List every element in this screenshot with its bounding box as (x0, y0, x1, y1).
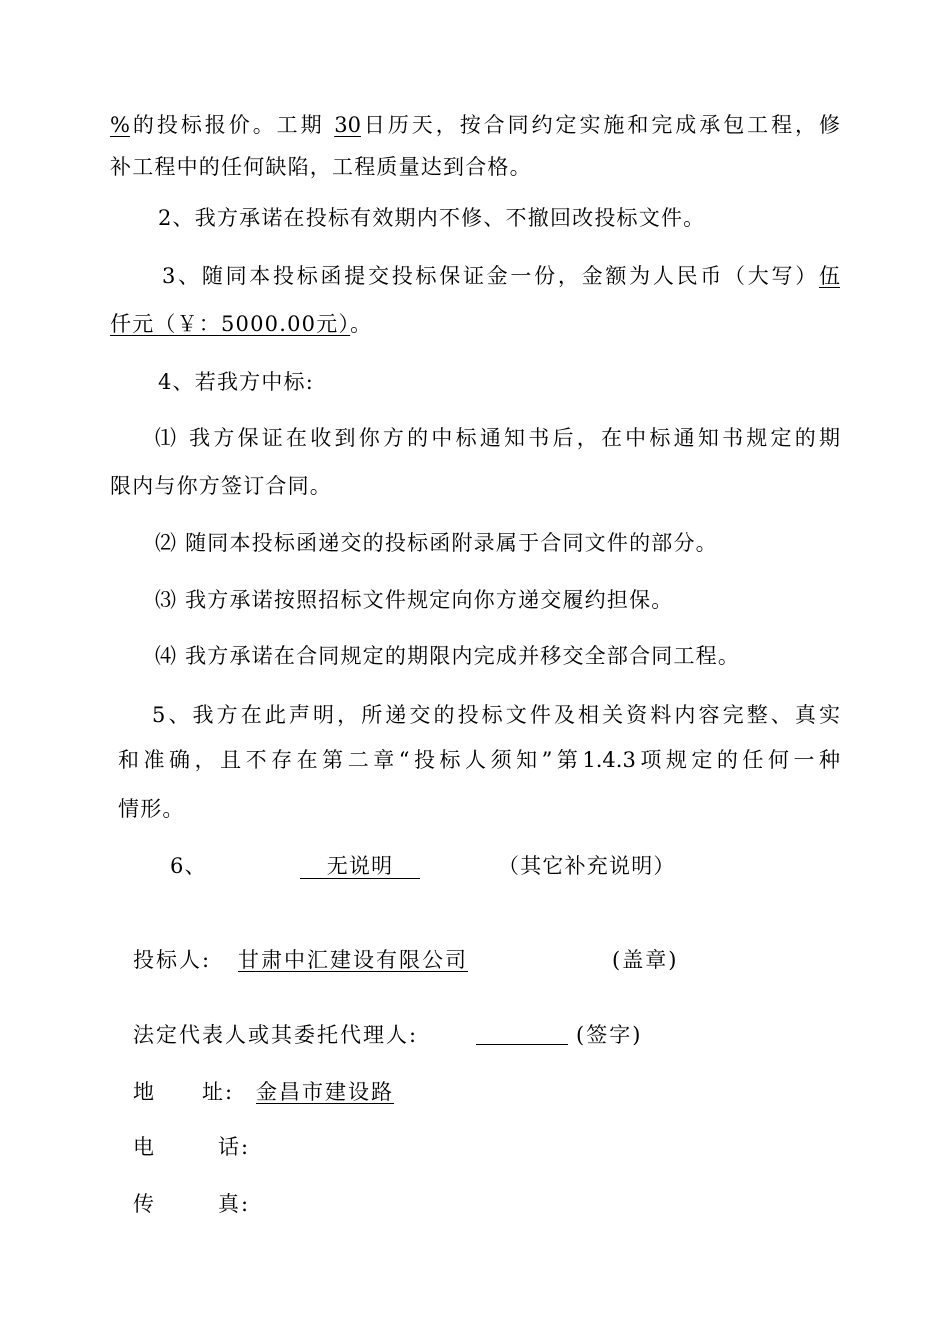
item4-sub2: ⑵ 随同本投标函递交的投标函附录属于合同文件的部分。 (155, 531, 718, 555)
item3-line1 (162, 262, 840, 290)
item3-end: 。 (350, 312, 373, 336)
address-value: 金昌市建设路 (256, 1080, 394, 1104)
item2-commitment: 2、我方承诺在投标有效期内不修、不撤回改投标文件。 (158, 206, 706, 230)
phone-label-2: 话: (218, 1135, 251, 1159)
address-label-1: 地 (133, 1080, 156, 1104)
item3-text: 3、随同本投标函提交投标保证金一份，金额为人民币（大写） (162, 264, 819, 288)
item4-sub3: ⑶ 我方承诺按照招标文件规定向你方递交履约担保。 (155, 588, 674, 612)
fax-label-1: 传 (133, 1192, 156, 1216)
bidder-label: 投标人: (133, 948, 212, 972)
item5-line3: 情形。 (118, 797, 185, 821)
duration-days: 30 (334, 113, 361, 137)
item4-sub1-line2: 限内与你方签订合同。 (110, 474, 332, 498)
fax-label-2: 真: (218, 1192, 251, 1216)
item3-line2 (110, 310, 372, 338)
percent-mark: % (110, 113, 130, 137)
item4-sub4: ⑷ 我方承诺在合同规定的期限内完成并移交全部合同工程。 (155, 644, 741, 668)
sign-note: (签字) (576, 1023, 643, 1047)
para1-text-b: 日历天，按合同约定实施和完成承包工程，修 (360, 113, 841, 137)
item6-number: 6、 (170, 854, 207, 878)
item4-heading: 4、若我方中标: (158, 370, 315, 394)
signature-blank (476, 1022, 568, 1045)
item5-line1: 5、我方在此声明，所递交的投标文件及相关资料内容完整、真实 (152, 703, 840, 727)
seal-note: (盖章) (612, 948, 679, 972)
para1-text-a: 的投标报价。工期 (129, 113, 325, 137)
para1-line2: 补工程中的任何缺陷，工程质量达到合格。 (110, 155, 532, 179)
phone-label-1: 电 (133, 1135, 156, 1159)
item5-line2: 和准确，且不存在第二章“投标人须知”第1.4.3项规定的任何一种 (118, 748, 840, 772)
item3-amount-b: 仟元（￥：5000.00元） (110, 312, 351, 336)
bidder-name: 甘肃中汇建设有限公司 (238, 948, 468, 972)
item6-note: （其它补充说明） (498, 854, 676, 878)
para1-line1 (110, 111, 840, 139)
item4-sub1-line1: ⑴ 我方保证在收到你方的中标通知书后，在中标通知书规定的期 (155, 426, 840, 450)
address-label-2: 址: (202, 1080, 235, 1104)
item6-value: 无说明 (300, 852, 420, 879)
item3-amount-a: 伍 (819, 264, 840, 288)
representative-label: 法定代表人或其委托代理人: (133, 1023, 419, 1047)
